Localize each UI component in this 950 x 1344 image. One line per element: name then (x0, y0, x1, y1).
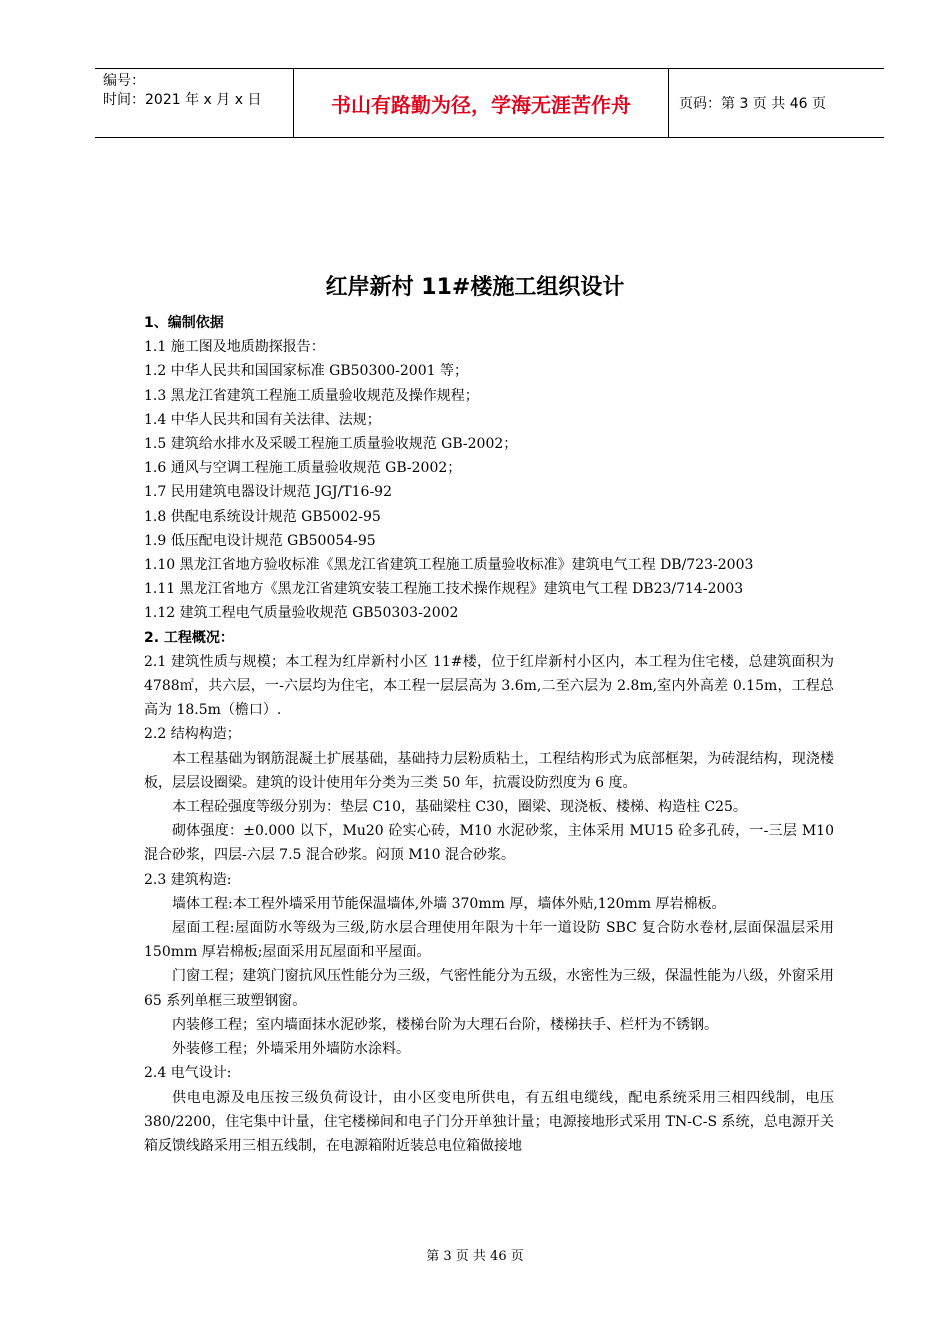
paragraph: 屋面工程:屋面防水等级为三级,防水层合理使用年限为十年一道设防 SBC 复合防水卷材,层面保温层采用 150mm 厚岩棉板;屋面采用瓦屋面和平屋面。 (144, 920, 834, 961)
reference-item: 1.6 通风与空调工程施工质量验收规范 GB-2002； (144, 460, 462, 477)
header-number-label: 编号： (103, 73, 145, 89)
paragraph: 供电电源及电压按三级负荷设计，由小区变电所供电，有五组电缆线，配电系统采用三相四线制，电压 380/2200，住宅集中计量，住宅楼梯间和电子门分开单独计量；电源接地形式采用 TN-C-S 系统，总电源开关箱反馈线路采用三相五线制，在电源箱附近装总电位箱做接地 (144, 1089, 834, 1154)
reference-item: 1.3 黑龙江省建筑工程施工质量验收规范及操作规程； (144, 387, 479, 404)
paragraph: 2.1 建筑性质与规模；本工程为红岸新村小区 11#楼，位于红岸新村小区内，本工程为住宅楼，总建筑面积为 4788㎡，共六层，一-六层均为住宅，本工程一层层高为 3.6m,二至六层为 2.8m,室内外高差 0.15m，工程总高为 18.5m（檐口）. (144, 653, 834, 719)
section-heading: 2. 工程概况： (144, 629, 234, 646)
paragraph: 本工程砼强度等级分别为：垫层 C10，基础梁柱 C30，圈梁、现浇板、楼梯、构造柱 C25。 (172, 799, 747, 816)
subsection-heading: 2.2 结构构造； (144, 726, 241, 743)
paragraph: 内装修工程；室内墙面抹水泥砂浆，楼梯台阶为大理石台阶，楼梯扶手、栏杆为不锈钢。 (172, 1016, 718, 1033)
section-heading: 1、编制依据 (144, 315, 224, 331)
reference-item: 1.11 黑龙江省地方《黑龙江省建筑安装工程施工技术操作规程》建筑电气工程 DB23/714-2003 (144, 581, 744, 598)
subsection-heading: 2.3 建筑构造: (144, 871, 232, 888)
paragraph: 外装修工程；外墙采用外墙防水涂料。 (172, 1041, 410, 1058)
document-body (144, 311, 834, 1158)
subsection-heading: 2.4 电气设计: (144, 1065, 232, 1082)
paragraph: 砌体强度：±0.000 以下，Mu20 砼实心砖，M10 水泥砂浆，主体采用 MU15 砼多孔砖，一-三层 M10 混合砂浆，四层-六层 7.5 混合砂浆。闷顶 M10 混合砂浆。 (144, 823, 834, 864)
reference-item: 1.9 低压配电设计规范 GB50054-95 (144, 532, 376, 549)
reference-item: 1.8 供配电系统设计规范 GB5002-95 (144, 508, 381, 525)
page-header (95, 68, 884, 138)
reference-item: 1.10 黑龙江省地方验收标准《黑龙江省建筑工程施工质量验收标准》建筑电气工程 DB/723-2003 (144, 557, 754, 574)
reference-item: 1.4 中华人民共和国有关法律、法规； (144, 411, 381, 428)
reference-item: 1.2 中华人民共和国国家标准 GB50300-2001 等； (144, 363, 468, 380)
header-page-label: 页码：第 3 页 共 46 页 (679, 96, 826, 112)
reference-item: 1.5 建筑给水排水及采暖工程施工质量验收规范 GB-2002； (144, 436, 518, 453)
header-meta-cell (95, 69, 294, 137)
document-title: 红岸新村 11#楼施工组织设计 (325, 275, 625, 300)
paragraph: 门窗工程；建筑门窗抗风压性能分为三级，气密性能分为五级，水密性为三级，保温性能为八级，外窗采用 65 系列单框三玻塑钢窗。 (144, 968, 834, 1009)
reference-item: 1.7 民用建筑电器设计规范 JGJ/T16-92 (144, 484, 392, 501)
reference-item: 1.1 施工图及地质勘探报告： (144, 339, 325, 356)
page-footer: 第 3 页 共 46 页 (426, 1249, 524, 1264)
header-motto: 书山有路勤为径，学海无涯苦作舟 (294, 69, 669, 137)
header-time-label: 时间：2021 年 x 月 x 日 (103, 92, 262, 108)
reference-item: 1.12 建筑工程电气质量验收规范 GB50303-2002 (144, 605, 459, 622)
paragraph: 本工程基础为钢筋混凝土扩展基础，基础持力层粉质粘土，工程结构形式为底部框架，为砖混结构，现浇楼板，层层设圈梁。建筑的设计使用年分类为三类 50 年，抗震设防烈度为 6 度。 (144, 750, 834, 791)
paragraph: 墙体工程:本工程外墙采用节能保温墙体,外墙 370mm 厚，墙体外贴,120mm 厚岩棉板。 (172, 895, 726, 912)
